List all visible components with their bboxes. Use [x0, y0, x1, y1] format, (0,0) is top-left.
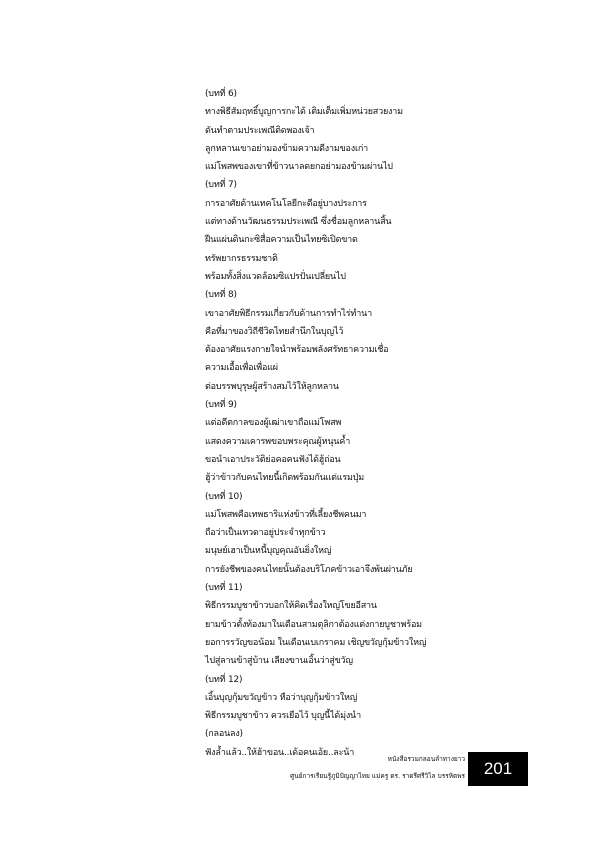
poem-line: แต่อดีตกาลของผู้เฒ่าเขาถือแม่โพสพ — [205, 418, 342, 429]
poem-line: แม่โพสพคือเทพธาริแห่งข้าวที่เลี้ยงชีพคนมา — [205, 509, 367, 520]
poem-line: ฟังล้ำแล้ว..ให้ฮ้าขอน..เด้อคนเอ้ย..ละน้า — [205, 747, 355, 758]
poem-line: แสดงความเคารพขอบพระคุณผู้หนุนค้ำ — [205, 436, 351, 447]
poem-line: ฮู้ว่าข้าวกับคนไทยนี้เกิดพร้อมกันแต่แรมปุ่ม — [205, 473, 365, 484]
poem-line: ยอการรวัญขอน้อม ในเดือนเบเกราคม เชิญขวัญกุ้มข้าวใหญ่ — [205, 637, 427, 648]
poem-line: แต่ทางด้านวัฒนธรรมประเพณี ซึ่งชื่อมลูกหลานสิ้น — [205, 217, 392, 228]
footer-book-title: หนังสือรวมกลอนลำทางยาว — [387, 755, 465, 763]
poem-line: ถือว่าเป็นเทวดาอยู่ประจำทุกข้าว — [205, 528, 326, 539]
poem-line: ขอนำเอาประวัติย่อคอคนฟังได้ฮู้ถ่อน — [205, 454, 341, 465]
page-footer — [0, 752, 595, 788]
poem-line: ทางพิธีสัมฤทธิ์บูญการกะได้ เติมเต็มเพิ่มหน่วยสวยงาม — [205, 107, 403, 118]
poem-line: (บทที่ 9) — [205, 400, 237, 411]
poem-line: เอิ้นบุญกุ้มขวัญข้าว หือว่าบุญกุ้มข้าวใหญ่ — [205, 692, 358, 703]
poem-body — [205, 85, 505, 762]
poem-line: (บทที่ 7) — [205, 180, 237, 191]
page-number-box — [468, 752, 528, 786]
poem-line: (บทที่ 10) — [205, 491, 243, 502]
poem-line: พิธีกรรมบูชาข้าวบอกให้คิดเรื่องใหญ่โขยอีสาน — [205, 601, 377, 612]
poem-line: การยังชีพของคนไทยนั้นต้องบริโภคข้าวเอาจึงพ้นผ่านภัย — [205, 564, 413, 575]
poem-line: ดันทำตามประเพณีติดพองเจ้า — [205, 125, 315, 136]
poem-line: (บทที่ 6) — [205, 89, 237, 99]
poem-line: แม่โพสพของเขาที่ข้าวนาลดยกอย่ามองข้ามผ่านไป — [205, 162, 393, 173]
footer-center-name: ศูนย์การเรียนรู้ภูมิปัญญาไทย แม่ครู ดร. ราตรีศรีวิไล บรรหิตพร — [290, 772, 465, 780]
page-number: 201 — [483, 759, 513, 778]
poem-line: พร้อมทั้งสิ่งแวดล้อมซิแปรปั่นเปลี่ยนไป — [205, 271, 346, 282]
poem-line: คือที่มาของวิถีชีวิตไทยสำนึกในบุญไว้ — [205, 326, 344, 337]
poem-line: (กลอนลง) — [205, 729, 243, 740]
poem-line: ต่อบรรพบุรุษผู้สร้างสมไว้ให้ลูกหลาน — [205, 381, 339, 392]
poem-line: ลูกหลานเขาอย่ามองข้ามความดีงามของเก่า — [205, 143, 368, 154]
poem-line: พิธีกรรมบูชาข้าว ควรเยือไว้ บุญนี้ได้มุ่งนำ — [205, 711, 362, 722]
poem-line: ฝืนแผ่นดินกะซิสื่อความเป็นไทยซิเปิดขาด — [205, 235, 358, 246]
poem-line: (บทที่ 12) — [205, 674, 243, 685]
poem-line: (บทที่ 11) — [205, 583, 243, 594]
poem-line: ความเอื้อเพื่อเพื่อแผ่ — [205, 363, 278, 374]
poem-line: มนุษย์เฮาเป็นหนี้บุญคุณอันยิ่งใหญ่ — [205, 546, 332, 557]
poem-line: เขาอาศัยพิธีกรรมเกี่ยวกับด้านการทำไร่ทำนา — [205, 308, 372, 319]
poem-line: (บทที่ 8) — [205, 290, 237, 301]
poem-line: ไปสู่ลานข้าสู่บ้าน เลียงขานเอิ้นว่าสู่ขวัญ — [205, 656, 353, 667]
poem-line: ต้องอาศัยแรงกายใจนำพร้อมพลังศรัทธาความเชื่อ — [205, 345, 389, 356]
poem-line: การอาศัยด้านเทคโนโลยีกะดีอยู่บางประการ — [205, 198, 367, 209]
poem-line: ยามข้าวตั้งท้องมาในเดือนสามตุลิกาต้องแต่งกายบูชาพร้อม — [205, 619, 422, 630]
poem-line: ทรัพยากรธรรมชาติ — [205, 253, 278, 264]
